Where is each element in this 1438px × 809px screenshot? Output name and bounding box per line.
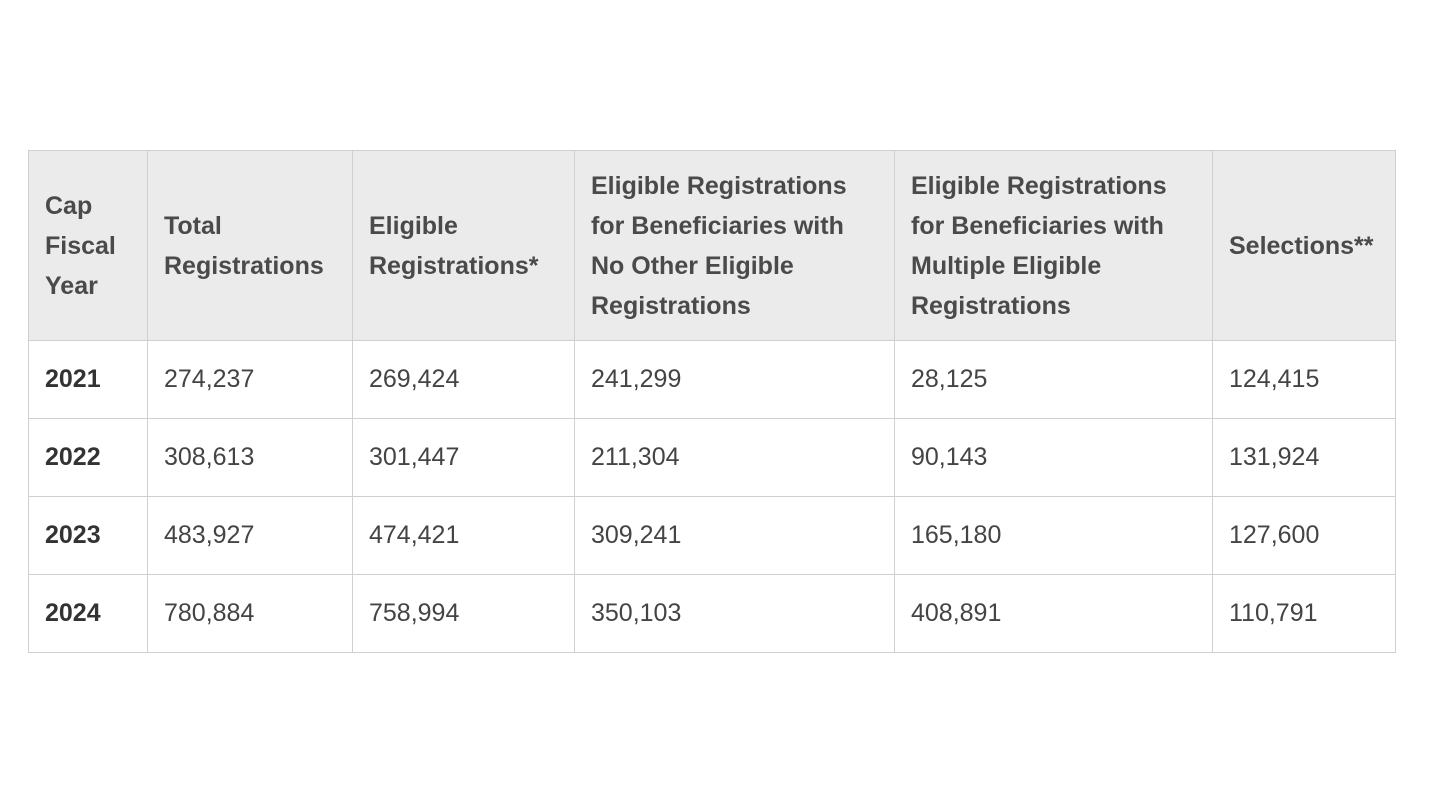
header-total-registrations: Total Registrations [148,151,353,341]
cell-selections: 127,600 [1213,497,1396,575]
table-row [29,497,1396,575]
header-cap-fiscal-year: Cap Fiscal Year [29,151,148,341]
cell-selections: 110,791 [1213,575,1396,653]
cell-year: 2022 [29,419,148,497]
cell-eligible-registrations: 474,421 [353,497,575,575]
cell-total-registrations: 308,613 [148,419,353,497]
header-eligible-multiple: Eligible Registrations for Beneficiaries with Multiple Eligible Registrations [895,151,1213,341]
table-row [29,419,1396,497]
registrations-table [28,150,1396,653]
cell-eligible-multiple: 165,180 [895,497,1213,575]
header-row [29,151,1396,341]
table-row [29,575,1396,653]
header-eligible-no-other: Eligible Registrations for Beneficiaries with No Other Eligible Registrations [575,151,895,341]
cell-total-registrations: 483,927 [148,497,353,575]
cell-year: 2021 [29,341,148,419]
registrations-table-container [28,150,1395,653]
table-header [29,151,1396,341]
cell-eligible-no-other: 241,299 [575,341,895,419]
cell-year: 2024 [29,575,148,653]
table-body [29,341,1396,653]
header-selections: Selections** [1213,151,1396,341]
cell-eligible-no-other: 350,103 [575,575,895,653]
cell-year: 2023 [29,497,148,575]
cell-eligible-registrations: 269,424 [353,341,575,419]
cell-eligible-multiple: 408,891 [895,575,1213,653]
cell-eligible-registrations: 301,447 [353,419,575,497]
table-row [29,341,1396,419]
cell-eligible-multiple: 90,143 [895,419,1213,497]
cell-eligible-no-other: 309,241 [575,497,895,575]
cell-total-registrations: 274,237 [148,341,353,419]
header-eligible-registrations: Eligible Registrations* [353,151,575,341]
cell-eligible-no-other: 211,304 [575,419,895,497]
cell-eligible-registrations: 758,994 [353,575,575,653]
cell-selections: 131,924 [1213,419,1396,497]
cell-eligible-multiple: 28,125 [895,341,1213,419]
cell-selections: 124,415 [1213,341,1396,419]
cell-total-registrations: 780,884 [148,575,353,653]
